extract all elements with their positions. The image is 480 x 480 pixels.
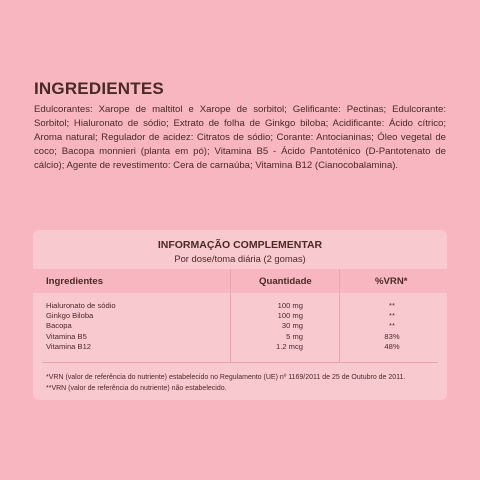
table-divider [42, 362, 438, 363]
row-quantity: 100 mg [277, 301, 303, 310]
row-ingredient: Hialuronato de sódio [46, 301, 116, 310]
row-vrn: 83% [384, 331, 400, 341]
row-vrn: 48% [384, 341, 400, 351]
table-row [33, 321, 447, 331]
table-body [33, 301, 447, 352]
row-quantity: 1.2 mcg [275, 341, 303, 351]
header-vrn: %VRN* [375, 276, 408, 287]
row-ingredient: Bacopa [46, 321, 72, 331]
footnote-vrn-not-established: **VRN (valor de referência do nutriente) não estabelecido. [46, 384, 227, 392]
row-quantity: 30 mg [281, 321, 303, 331]
card-subtitle: Por dose/toma diária (2 gomas) [174, 253, 306, 264]
supplement-info-card [33, 230, 447, 400]
table-row [33, 301, 447, 311]
row-vrn: ** [389, 301, 395, 310]
header-quantity: Quantidade [259, 276, 312, 287]
ingredients-title: INGREDIENTES [34, 79, 164, 98]
row-ingredient: Vitamina B12 [46, 341, 92, 351]
row-ingredient: Vitamina B5 [46, 331, 87, 341]
table-header [33, 269, 447, 293]
table-row [33, 332, 447, 342]
footnotes [46, 373, 405, 394]
footnote-vrn: *VRN (valor de referência do nutriente) estabelecido no Regulamento (UE) nº 1169/2011 de 25 de Outubro de 2011. [46, 374, 406, 381]
table-row [33, 342, 447, 352]
row-quantity: 100 mg [277, 311, 303, 321]
card-title: INFORMAÇÃO COMPLEMENTAR [157, 239, 323, 251]
row-ingredient: Ginkgo Biloba [46, 311, 94, 321]
row-vrn: ** [389, 321, 395, 331]
table-row [33, 311, 447, 321]
header-ingredients: Ingredientes [46, 276, 104, 287]
ingredients-text: Edulcorantes: Xarope de maltitol e Xarope de sorbitol; Gelificante: Pectinas; Edulcorante: Sorbitol; Hialuronato de sódio; Extrato de folha de Ginkgo biloba; Acidificante: Ácido cítrico; Aroma natural; Regulador de acidez: Citratos de sódio; Corante: Antocianinas; Óleo vegetal de coco; Bacopa monnieri (planta em pó); Vitamina B5 - Ácido Pantoténico (D-Pantotenato de cálcio); Agente de revestimento: Cera de carnaúba; Vitamina B12 (Cianocobalamina). [34, 104, 446, 171]
row-vrn: ** [389, 311, 395, 321]
row-quantity: 5 mg [286, 331, 303, 341]
